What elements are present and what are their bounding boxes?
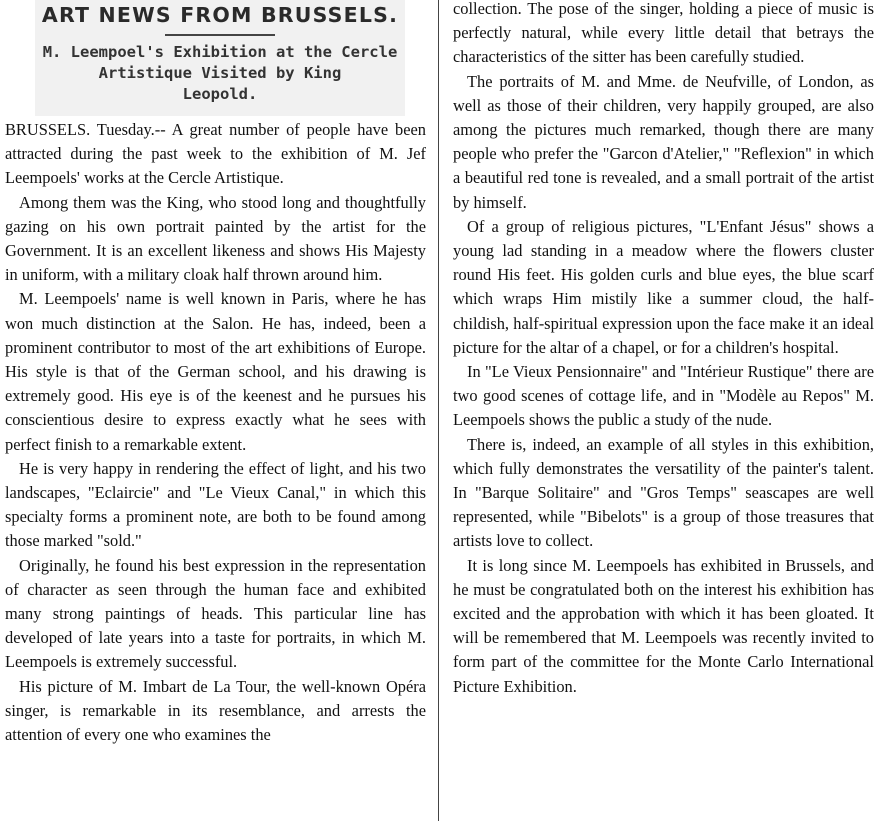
paragraph: In "Le Vieux Pensionnaire" and "Intérieur Rustique" there are two good scenes of cottage life, and in "Modèle au Repos" M. Leempoels shows the public a study of the nude.	[453, 362, 874, 430]
paragraph: His picture of M. Imbart de La Tour, the well-known Opéra singer, is remarkable in its resemblance, and arrests the attention of every one who examines the	[5, 676, 426, 745]
subhead-line-3: Leopold.	[182, 85, 258, 103]
article-masthead	[35, 0, 405, 116]
paragraph: He is very happy in rendering the effect of light, and his two landscapes, "Eclaircie" and "Le Vieux Canal," in which this specialty forms a prominent note, are both to be found among those marked "sold."	[5, 458, 426, 551]
paragraph: Among them was the King, who stood long and thoughtfully gazing on his own portrait painted by the artist for the Government. It is an excellent likeness and shows His Majesty in uniform, with a military cloak half thrown around him.	[5, 192, 426, 285]
paragraph: M. Leempoels' name is well known in Paris, where he has won much distinction at the Salon. He has, indeed, been a prominent contributor to most of the art exhibitions of Europe. His style is that of the German school, and his drawing is extremely good. His eye is of the keenest and he pursues his conscientious desire to express exactly what he sees with perfect finish to a remarkable extent.	[5, 289, 426, 454]
headline: ART NEWS FROM BRUSSELS.	[41, 3, 399, 27]
paragraph: There is, indeed, an example of all styles in this exhibition, which fully demonstrates the versatility of the painter's talent. In "Barque Solitaire" and "Gros Temps" seascapes are well represented, while "Bibelots" is a group of those treasures that artists love to collect.	[453, 434, 874, 551]
paragraph: collection. The pose of the singer, holding a piece of music is perfectly natural, while every little detail that betrays the characteristics of the sitter has been carefully studied.	[453, 0, 874, 67]
paragraph: BRUSSELS. Tuesday.-- A great number of people have been attracted during the past week to the exhibition of M. Jef Leempoels' works at the Cercle Artistique.	[5, 120, 426, 188]
paragraph: Originally, he found his best expression in the representation of character as seen through the human face and exhibited many strong paintings of heads. This particular line has developed of late years into a taste for portraits, in which M. Leempoels is extremely successful.	[5, 555, 426, 672]
subhead-line-1: M. Leempoel's Exhibition at the Cercle	[42, 43, 398, 61]
paragraph: It is long since M. Leempoels has exhibited in Brussels, and he must be congratulated both on the interest his exhibition has excited and the approbation with which it has been gloated. It will be remembered that M. Leempoels was recently invited to form part of the committee for the Monte Carlo International Picture Exhibition.	[453, 555, 874, 696]
column-divider	[438, 0, 439, 821]
right-column	[453, 0, 874, 699]
paragraph: The portraits of M. and Mme. de Neufville, of London, as well as those of their children, very happily grouped, are also among the pictures much remarked, though there are many people who prefer the "Garcon d'Atelier," "Reflexion" in which a beautiful red tone is revealed, and a small portrait of the artist by himself.	[453, 71, 874, 212]
paragraph: Of a group of religious pictures, "L'Enfant Jésus" shows a young lad standing in a meadow where the flowers cluster round His feet. His golden curls and blue eyes, the blue scarf which wraps Him mistily like a summer cloud, the half-childish, half-spiritual expression upon the face make it an ideal picture for the altar of a chapel, or for a children's hospital.	[453, 216, 874, 357]
headline-rule	[165, 34, 275, 36]
subhead-line-2: Artistique Visited by King	[98, 64, 342, 82]
left-article-body	[5, 118, 426, 747]
